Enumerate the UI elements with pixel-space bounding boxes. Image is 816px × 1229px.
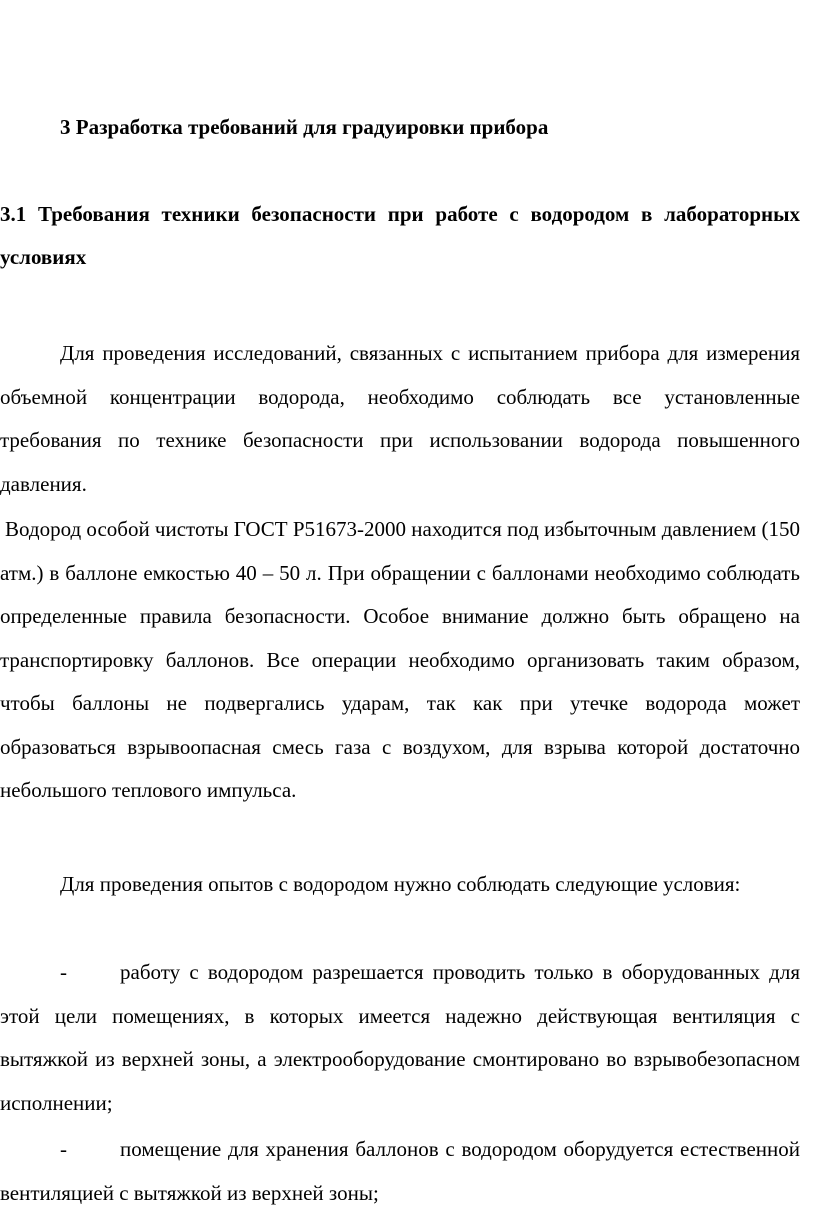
paragraph-conditions-intro: Для проведения опытов с водородом нужно соблюдать следующие условия: bbox=[60, 872, 741, 896]
paragraph-hydrogen-cylinders: Водород особой чистоты ГОСТ Р51673-2000 находится под избыточным давлением (150 атм.) в баллоне емкостью 40 – 50 л. При обращении с баллонами необходимо соблюдать определенные правила безопасности. Особое внимание должно быть обращено на транспортировку баллонов. Все операции необходимо организовать таким образом, чтобы баллоны не подвергались ударам, так как при утечке водорода может образоваться взрывоопасная смесь газа с воздухом, для взрыва которой достаточно небольшого теплового импульса. bbox=[0, 517, 800, 802]
list-item-text: работу с водородом разрешается проводить только в оборудованных для этой цели помещениях, в которых имеется надежно действующая вентиляция с вытяжкой из верхней зоны, а электрооборудование смонтировано во взрывобезопасном исполнении; bbox=[0, 960, 800, 1115]
list-marker: - bbox=[60, 960, 67, 984]
list-item bbox=[0, 951, 800, 1125]
section-title: 3 Разработка требований для градуировки прибора bbox=[60, 115, 549, 139]
paragraph-intro: Для проведения исследований, связанных с испытанием прибора для измерения объемной концентрации водорода, необходимо соблюдать все установленные требования по технике безопасности при использовании водорода повышенного давления. bbox=[0, 341, 800, 496]
list-item-text: помещение для хранения баллонов с водородом оборудуется естественной вентиляцией с вытяжкой из верхней зоны; bbox=[0, 1137, 800, 1205]
list-marker: - bbox=[60, 1137, 67, 1161]
subsection-title: 3.1 Требования техники безопасности при работе с водородом в лабораторных условиях bbox=[0, 202, 800, 269]
list-item bbox=[0, 1128, 800, 1215]
